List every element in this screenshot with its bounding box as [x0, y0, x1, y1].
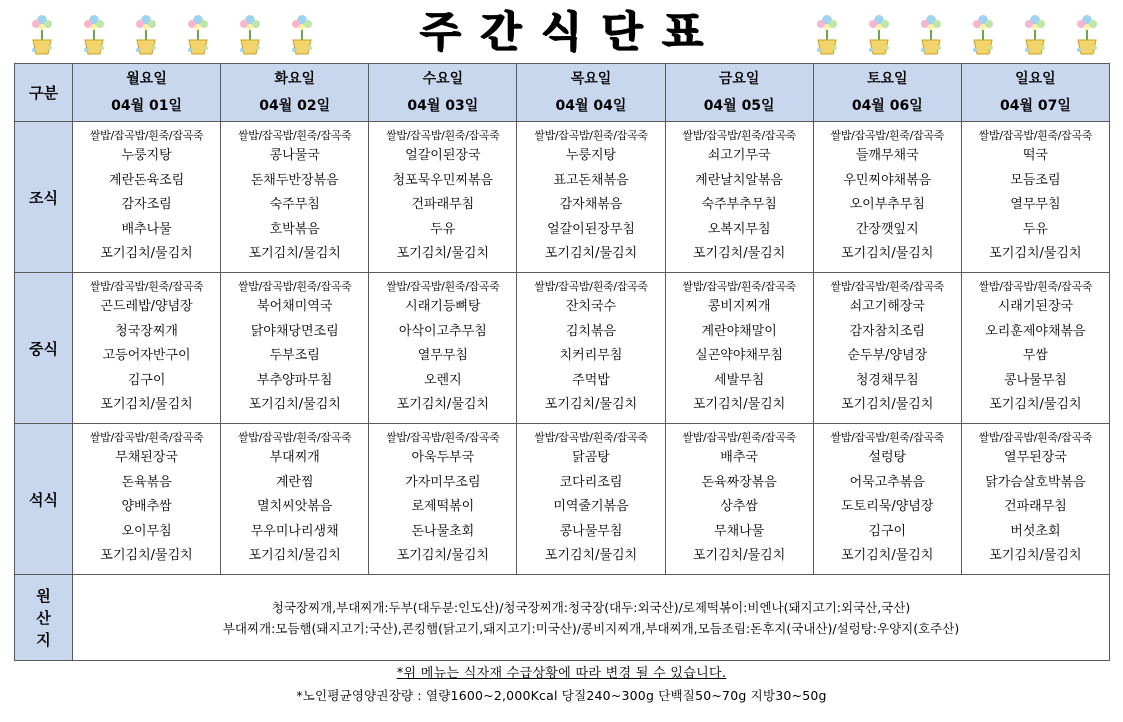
flower-pot-icon	[1015, 10, 1055, 58]
day-header	[221, 64, 369, 122]
dish-item: 오렌지	[424, 372, 462, 388]
rice-options: 쌀밥/잡곡밥/흰죽/잡곡죽	[978, 129, 1093, 143]
dish-item: 포기김치/물김치	[692, 548, 786, 564]
menu-cell	[665, 273, 813, 424]
dish-item: 표고돈채볶음	[553, 172, 629, 188]
day-date: 04월 03일	[407, 97, 479, 114]
day-header	[73, 64, 221, 122]
dish-item: 오리훈제야채볶음	[985, 323, 1086, 339]
menu-cell	[221, 273, 369, 424]
dish-item: 숙주부추무침	[701, 197, 777, 213]
day-date: 04월 06일	[851, 97, 923, 114]
dish-item: 포기김치/물김치	[248, 246, 341, 262]
dish-item: 실곤약야채무침	[695, 348, 784, 364]
dish-item: 시래기된장국	[997, 299, 1074, 315]
day-name: 수요일	[422, 70, 464, 87]
day-name: 일요일	[1015, 70, 1056, 87]
rice-options: 쌀밥/잡곡밥/흰죽/잡곡죽	[237, 431, 352, 445]
dish-item: 포기김치/물김치	[100, 548, 193, 564]
dish-item: 두유	[1022, 221, 1048, 237]
dish-item: 김치볶음	[565, 323, 617, 339]
dish-item: 멸치씨앗볶음	[257, 499, 333, 515]
flower-pot-icon	[178, 10, 218, 58]
menu-cell	[665, 424, 813, 575]
menu-cell	[813, 273, 961, 424]
dish-item: 시래기등뼈탕	[405, 299, 481, 315]
dish-item: 오복지무침	[707, 221, 771, 237]
dish-item: 무쌈	[1022, 348, 1048, 364]
day-name: 토요일	[866, 70, 908, 87]
rice-options: 쌀밥/잡곡밥/흰죽/잡곡죽	[830, 280, 945, 294]
dish-item: 무우미나리생채	[250, 523, 339, 539]
day-date: 04월 05일	[703, 97, 775, 114]
dish-item: 쇠고기해장국	[849, 299, 925, 315]
meal-label: 석식	[15, 424, 73, 575]
dish-item: 포기김치/물김치	[692, 246, 786, 262]
meal-row-dinner	[15, 424, 1110, 575]
dish-item: 미역줄기볶음	[553, 499, 629, 515]
dish-item: 돈나물초회	[411, 523, 475, 539]
dish-item: 닭곰탕	[572, 450, 610, 466]
dish-item: 무채된장국	[115, 450, 178, 466]
rice-options: 쌀밥/잡곡밥/흰죽/잡곡죽	[89, 431, 204, 445]
meal-row-breakfast	[15, 122, 1110, 273]
dish-item: 건파래무침	[411, 197, 475, 213]
dish-item: 돈육짜장볶음	[701, 474, 777, 490]
dish-item: 열무된장국	[1004, 450, 1067, 466]
day-header	[665, 64, 813, 122]
menu-cell	[369, 273, 517, 424]
dish-item: 배추나물	[121, 221, 172, 237]
corner-label: 구분	[15, 64, 73, 122]
dish-item: 아욱두부국	[411, 450, 475, 466]
dish-item: 포기김치/물김치	[544, 397, 638, 413]
dish-item: 닭가슴살호박볶음	[985, 474, 1086, 490]
dish-item: 가자미무조림	[405, 474, 481, 490]
dish-item: 감자참치조림	[849, 323, 925, 339]
flower-pot-icon	[74, 10, 114, 58]
day-header	[369, 64, 517, 122]
origin-info	[73, 575, 1110, 661]
rice-options: 쌀밥/잡곡밥/흰죽/잡곡죽	[386, 280, 500, 294]
dish-item: 콩나물무침	[1004, 372, 1067, 388]
flower-pot-icon	[22, 10, 62, 58]
menu-cell	[813, 122, 961, 273]
dish-item: 포기김치/물김치	[396, 246, 489, 262]
flower-decoration-right	[807, 10, 1107, 58]
dish-item: 콩나물무침	[559, 523, 623, 539]
dish-item: 포기김치/물김치	[989, 246, 1082, 262]
menu-cell	[961, 273, 1109, 424]
dish-item: 콩비지찌개	[707, 299, 771, 315]
dish-item: 닭야채당면조림	[250, 323, 339, 339]
day-name: 화요일	[274, 70, 315, 87]
rice-options: 쌀밥/잡곡밥/흰죽/잡곡죽	[682, 431, 796, 445]
flower-pot-icon	[230, 10, 270, 58]
dish-item: 쇠고기무국	[707, 148, 771, 164]
dish-item: 포기김치/물김치	[841, 548, 934, 564]
dish-item: 얼갈이된장국	[405, 148, 481, 164]
dish-item: 도토리묵/양념장	[841, 499, 934, 515]
weekly-menu-table	[14, 63, 1110, 661]
origin-line: 청국장찌개,부대찌개:두부(대두분:인도산)/청국장찌개:청국장(대두:외국산)/로제떡볶이:비엔나(돼지고기:외국산,국산)	[271, 599, 911, 615]
dish-item: 숙주무침	[269, 197, 320, 213]
menu-cell	[221, 122, 369, 273]
dish-item: 코다리조림	[559, 474, 623, 490]
dish-item: 순두부/양념장	[847, 348, 928, 364]
dish-item: 포기김치/물김치	[248, 397, 341, 413]
rice-options: 쌀밥/잡곡밥/흰죽/잡곡죽	[237, 280, 352, 294]
rice-options: 쌀밥/잡곡밥/흰죽/잡곡죽	[386, 129, 500, 143]
day-name: 금요일	[718, 70, 760, 87]
dish-item: 부대찌개	[269, 450, 320, 466]
dish-item: 잔치국수	[565, 299, 617, 315]
flower-decoration-left	[22, 10, 322, 58]
flower-pot-icon	[911, 10, 951, 58]
day-date: 04월 01일	[111, 97, 183, 114]
menu-cell	[221, 424, 369, 575]
dish-item: 얼갈이된장무침	[547, 221, 635, 237]
dish-item: 계란야채말이	[701, 323, 777, 339]
dish-item: 오이무침	[121, 523, 172, 539]
dish-item: 열무무침	[417, 348, 468, 364]
menu-cell	[369, 122, 517, 273]
dish-item: 콩나물국	[269, 148, 320, 164]
rice-options: 쌀밥/잡곡밥/흰죽/잡곡죽	[682, 129, 796, 143]
day-date: 04월 02일	[259, 97, 331, 114]
day-date: 04월 07일	[999, 97, 1071, 114]
dish-item: 무채나물	[714, 523, 765, 539]
day-header	[813, 64, 961, 122]
dish-item: 청국장찌개	[115, 323, 178, 339]
dish-item: 포기김치/물김치	[396, 397, 489, 413]
dish-item: 두유	[430, 221, 456, 237]
dish-item: 포기김치/물김치	[396, 548, 489, 564]
rice-options: 쌀밥/잡곡밥/흰죽/잡곡죽	[830, 129, 945, 143]
dish-item: 치커리무침	[559, 348, 623, 364]
dish-item: 떡국	[1022, 148, 1048, 164]
flower-pot-icon	[807, 10, 847, 58]
dish-item: 김구이	[868, 523, 907, 539]
header-row	[15, 64, 1110, 122]
menu-cell	[517, 122, 665, 273]
menu-cell	[517, 273, 665, 424]
day-name: 목요일	[570, 70, 612, 87]
menu-cell	[813, 424, 961, 575]
dish-item: 세발무침	[714, 372, 765, 388]
dish-item: 주먹밥	[572, 372, 610, 388]
day-name: 월요일	[126, 70, 167, 87]
dish-item: 계란날치알볶음	[695, 172, 784, 188]
dish-item: 포기김치/물김치	[100, 246, 193, 262]
dish-item: 계란돈육조림	[108, 172, 185, 188]
dish-item: 들깨무채국	[855, 148, 919, 164]
dish-item: 상추쌈	[720, 499, 758, 515]
menu-cell	[517, 424, 665, 575]
menu-cell	[73, 122, 221, 273]
dish-item: 오이부추무침	[849, 197, 925, 213]
dish-item: 배추국	[720, 450, 758, 466]
meal-label: 중식	[15, 273, 73, 424]
dish-item: 열무무침	[1010, 197, 1061, 213]
dish-item: 감자조림	[121, 197, 172, 213]
dish-item: 아삭이고추무침	[398, 323, 487, 339]
dish-item: 고등어자반구이	[102, 348, 191, 364]
dish-item: 포기김치/물김치	[544, 548, 638, 564]
dish-item: 호박볶음	[269, 221, 320, 237]
dish-item: 돈채두반장볶음	[250, 172, 339, 188]
flower-pot-icon	[1067, 10, 1107, 58]
dish-item: 곤드레밥/양념장	[100, 299, 193, 315]
flower-pot-icon	[859, 10, 899, 58]
flower-pot-icon	[126, 10, 166, 58]
rice-options: 쌀밥/잡곡밥/흰죽/잡곡죽	[89, 280, 204, 294]
rice-options: 쌀밥/잡곡밥/흰죽/잡곡죽	[237, 129, 352, 143]
rice-options: 쌀밥/잡곡밥/흰죽/잡곡죽	[89, 129, 204, 143]
rice-options: 쌀밥/잡곡밥/흰죽/잡곡죽	[682, 280, 796, 294]
dish-item: 포기김치/물김치	[248, 548, 341, 564]
menu-cell	[73, 424, 221, 575]
dish-item: 두부조림	[269, 348, 320, 364]
flower-pot-icon	[963, 10, 1003, 58]
rice-options: 쌀밥/잡곡밥/흰죽/잡곡죽	[830, 431, 945, 445]
menu-cell	[961, 424, 1109, 575]
dish-item: 포기김치/물김치	[841, 246, 934, 262]
rice-options: 쌀밥/잡곡밥/흰죽/잡곡죽	[978, 280, 1093, 294]
origin-label-char: 지	[36, 630, 51, 649]
menu-cell	[961, 122, 1109, 273]
dish-item: 간장깻잎지	[855, 221, 919, 237]
meal-label: 조식	[15, 122, 73, 273]
origin-label-char: 원	[36, 586, 51, 605]
dish-item: 어묵고추볶음	[849, 474, 925, 490]
origin-label-char: 산	[36, 608, 51, 627]
rice-options: 쌀밥/잡곡밥/흰죽/잡곡죽	[534, 431, 648, 445]
dish-item: 포기김치/물김치	[544, 246, 638, 262]
dish-item: 북어채미역국	[257, 299, 333, 315]
menu-cell	[369, 424, 517, 575]
dish-item: 계란찜	[275, 474, 314, 490]
dish-item: 모듬조림	[1010, 172, 1061, 188]
dish-item: 청경채무침	[855, 372, 919, 388]
dish-item: 돈육볶음	[121, 474, 172, 490]
rice-options: 쌀밥/잡곡밥/흰죽/잡곡죽	[534, 129, 648, 143]
dish-item: 로제떡볶이	[411, 499, 475, 515]
day-header	[961, 64, 1109, 122]
dish-item: 청포묵우민찌볶음	[392, 172, 494, 188]
dish-item: 포기김치/물김치	[100, 397, 193, 413]
page-title: 주간식단표	[420, 7, 723, 56]
flower-pot-icon	[282, 10, 322, 58]
origin-row	[15, 575, 1110, 661]
dish-item: 포기김치/물김치	[989, 548, 1082, 564]
menu-cell	[665, 122, 813, 273]
dish-item: 양배추쌈	[121, 499, 172, 515]
dish-item: 김구이	[127, 372, 166, 388]
dish-item: 부추양파무침	[257, 372, 333, 388]
day-date: 04월 04일	[555, 97, 627, 114]
change-notice: *위 메뉴는 식자재 수급상황에 따라 변경 될 수 있습니다.	[396, 666, 727, 681]
dish-item: 포기김치/물김치	[841, 397, 934, 413]
nutrition-guideline: *노인평균영양권장량 : 열량1600~2,000Kcal 당질240~300g 단백질50~70g 지방30~50g	[296, 688, 827, 703]
rice-options: 쌀밥/잡곡밥/흰죽/잡곡죽	[534, 280, 648, 294]
meal-row-lunch	[15, 273, 1110, 424]
rice-options: 쌀밥/잡곡밥/흰죽/잡곡죽	[978, 431, 1093, 445]
dish-item: 누룽지탕	[121, 148, 172, 164]
dish-item: 건파래무침	[1004, 499, 1067, 515]
dish-item: 우민찌야채볶음	[843, 172, 932, 188]
dish-item: 설렁탕	[868, 450, 907, 466]
day-header	[517, 64, 665, 122]
origin-label	[15, 575, 73, 661]
dish-item: 버섯초회	[1010, 523, 1061, 539]
menu-cell	[73, 273, 221, 424]
page-header	[0, 0, 1123, 62]
dish-item: 누룽지탕	[565, 148, 617, 164]
dish-item: 포기김치/물김치	[989, 397, 1082, 413]
rice-options: 쌀밥/잡곡밥/흰죽/잡곡죽	[386, 431, 500, 445]
dish-item: 포기김치/물김치	[692, 397, 786, 413]
dish-item: 감자채볶음	[559, 197, 623, 213]
origin-line: 부대찌개:모듬햄(돼지고기:국산),콘킹햄(닭고기,돼지고기:미국산)/콩비지찌개,부대찌개,모듬조림:돈후지(국내산)/설렁탕:우양지(호주산)	[222, 620, 960, 636]
